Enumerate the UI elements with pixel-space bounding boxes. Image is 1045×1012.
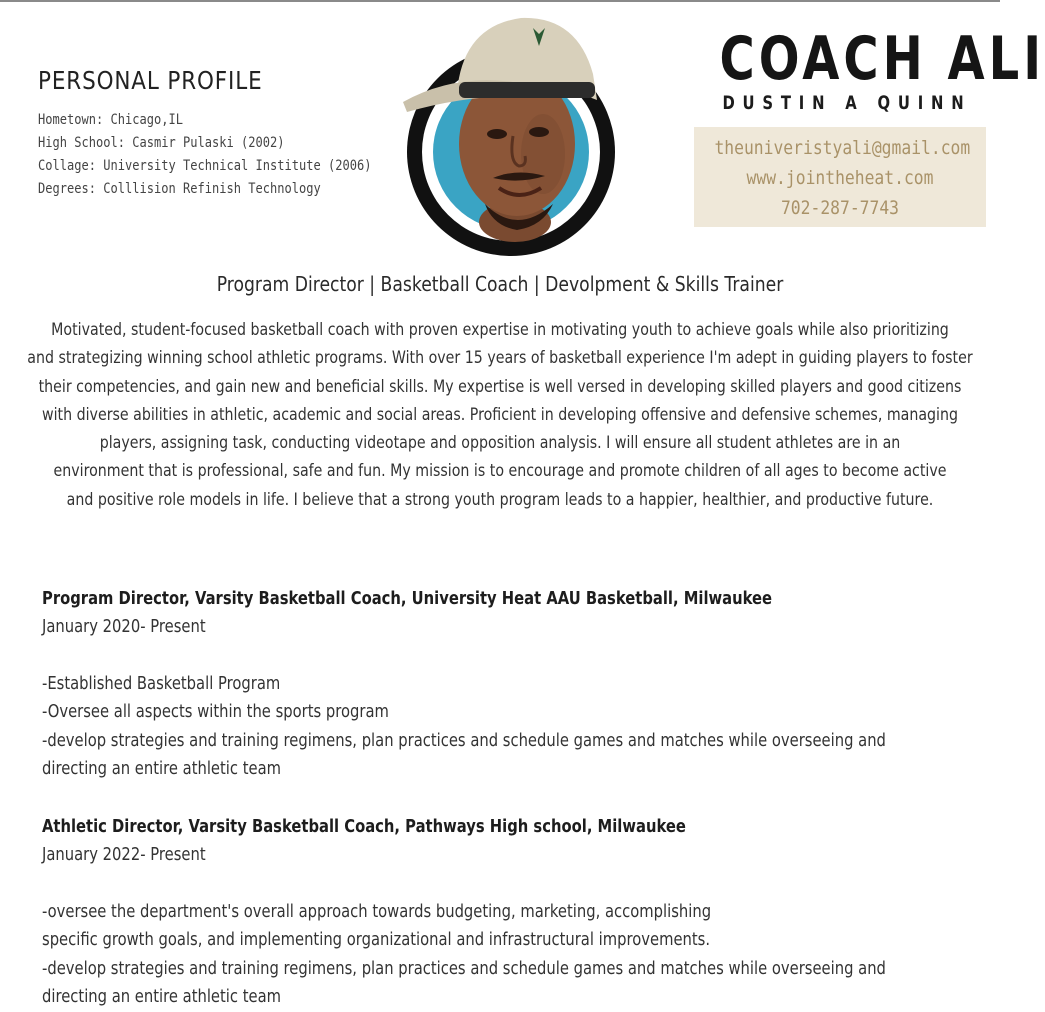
job-title: Program Director, Varsity Basketball Coach, University Heat AAU Basketball, Milwaukee: [42, 588, 773, 609]
summary-line: environment that is professional, safe and fun. My mission is to encourage and promote children of all ages to become active: [53, 461, 947, 481]
summary-line: players, assigning task, conducting videotape and opposition analysis. I will ensure all student athletes are in an: [99, 433, 901, 453]
profile-hometown: Hometown: Chicago,IL: [38, 112, 183, 128]
job-duty-line: -Oversee all aspects within the sports program: [42, 701, 389, 722]
job-duties: [42, 898, 1042, 1012]
coach-name: COACH ALI: [719, 24, 1045, 94]
profile-heading: PERSONAL PROFILE: [38, 66, 263, 95]
legal-name: DUSTIN A QUINN: [722, 92, 972, 114]
profile-degrees: Degrees: Colllision Refinish Technology: [38, 181, 321, 197]
job-duty-line: directing an entire athletic team: [42, 986, 282, 1007]
job-title: Athletic Director, Varsity Basketball Coach, Pathways High school, Milwaukee: [42, 816, 686, 837]
top-rule: [0, 0, 1000, 2]
job-duty-line: -develop strategies and training regimens, plan practices and schedule games and matches while overseeing and: [42, 729, 886, 751]
job-duty-line: -develop strategies and training regimens, plan practices and schedule games and matches while overseeing and: [42, 957, 886, 979]
contact-email[interactable]: theuniveristyali@gmail.com: [714, 137, 971, 159]
contact-box: [694, 127, 986, 227]
summary-line: and positive role models in life. I believe that a strong youth program leads to a happier, healthier, and productive future.: [66, 489, 934, 509]
coach-portrait: [393, 4, 633, 260]
summary-line: their competencies, and gain new and beneficial skills. My expertise is well versed in developing skilled players and good citizens: [38, 376, 962, 396]
job-dates: January 2020- Present: [42, 616, 206, 637]
personal-profile: [38, 66, 398, 201]
job-duty-line: -Established Basketball Program: [42, 672, 281, 694]
profile-high-school: High School: Casmir Pulaski (2002): [38, 135, 285, 151]
job-dates: January 2022- Present: [42, 844, 206, 865]
summary-line: with diverse abilities in athletic, academic and social areas. Proficient in developing offensive and defensive schemes, managing: [41, 404, 959, 424]
summary-line: and strategizing winning school athletic programs. With over 15 years of basketball experience I'm adept in guiding players to foster: [27, 348, 973, 368]
job-entry: [42, 585, 1042, 784]
job-duty-line: specific growth goals, and implementing organizational and infrastructural improvements.: [42, 929, 711, 950]
contact-website[interactable]: www.jointheheat.com: [746, 167, 934, 189]
job-duty-line: -oversee the department's overall approach towards budgeting, marketing, accomplishing: [42, 900, 712, 922]
portrait-cheek-shade: [521, 114, 565, 194]
portrait-eye-right: [529, 127, 549, 137]
profile-summary: [10, 316, 990, 514]
summary-line: Motivated, student-focused basketball coach with proven expertise in motivating youth to achieve goals while also prioritizing: [51, 320, 949, 339]
cap-band: [459, 82, 595, 98]
portrait-eye-left: [487, 129, 507, 139]
contact-phone: 702-287-7743: [780, 197, 900, 219]
name-block: [690, 24, 1045, 114]
profile-college: Collage: University Technical Institute (2006): [38, 158, 372, 174]
job-duties: [42, 670, 1042, 784]
role-headline: Program Director | Basketball Coach | Devolpment & Skills Trainer: [216, 272, 784, 296]
job-entry: [42, 813, 1042, 1012]
job-duty-line: directing an entire athletic team: [42, 758, 282, 779]
profile-details: [38, 109, 398, 201]
